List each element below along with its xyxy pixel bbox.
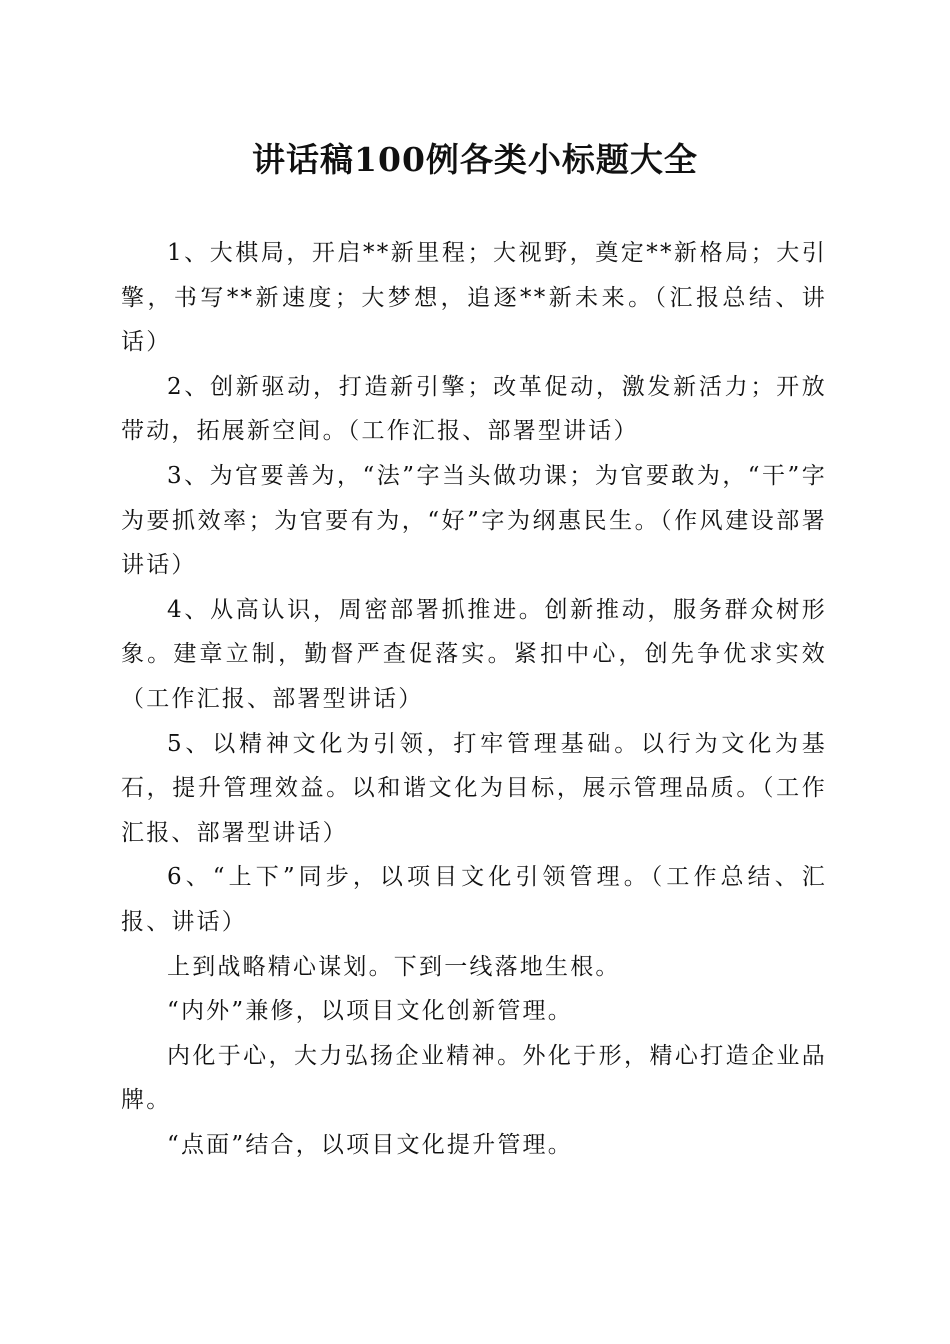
paragraph-5: 5、以精神文化为引领，打牢管理基础。以行为文化为基石，提升管理效益。以和谐文化为目标，展示管理品质。（工作汇报、部署型讲话） bbox=[121, 730, 827, 846]
paragraph-9: 内化于心，大力弘扬企业精神。外化于形，精心打造企业品牌。 bbox=[121, 1042, 827, 1114]
paragraph-4: 4、从高认识，周密部署抓推进。创新推动，服务群众树形象。建章立制，勤督严查促落实。紧扣中心，创先争优求实效（工作汇报、部署型讲话） bbox=[121, 596, 827, 712]
paragraph-1: 1、大棋局，开启**新里程；大视野，奠定**新格局；大引擎，书写**新速度；大梦想，追逐**新未来。（汇报总结、讲话） bbox=[121, 240, 827, 356]
paragraph-2: 2、创新驱动，打造新引擎；改革促动，激发新活力；开放带动，拓展新空间。（工作汇报、部署型讲话） bbox=[121, 373, 827, 445]
document-body bbox=[121, 231, 827, 1167]
paragraph-7: 上到战略精心谋划。下到一线落地生根。 bbox=[167, 953, 621, 980]
paragraph-3: 3、为官要善为，“法”字当头做功课；为官要敢为，“干”字为要抓效率；为官要有为，“好”字为纲惠民生。（作风建设部署讲话） bbox=[121, 462, 827, 579]
paragraph-6: 6、“上下”同步，以项目文化引领管理。（工作总结、汇报、讲话） bbox=[121, 864, 827, 935]
paragraph-10: “点面”结合，以项目文化提升管理。 bbox=[167, 1131, 573, 1158]
paragraph-8: “内外”兼修，以项目文化创新管理。 bbox=[167, 998, 573, 1025]
document-title: 讲话稿100例各类小标题大全 bbox=[252, 140, 698, 179]
